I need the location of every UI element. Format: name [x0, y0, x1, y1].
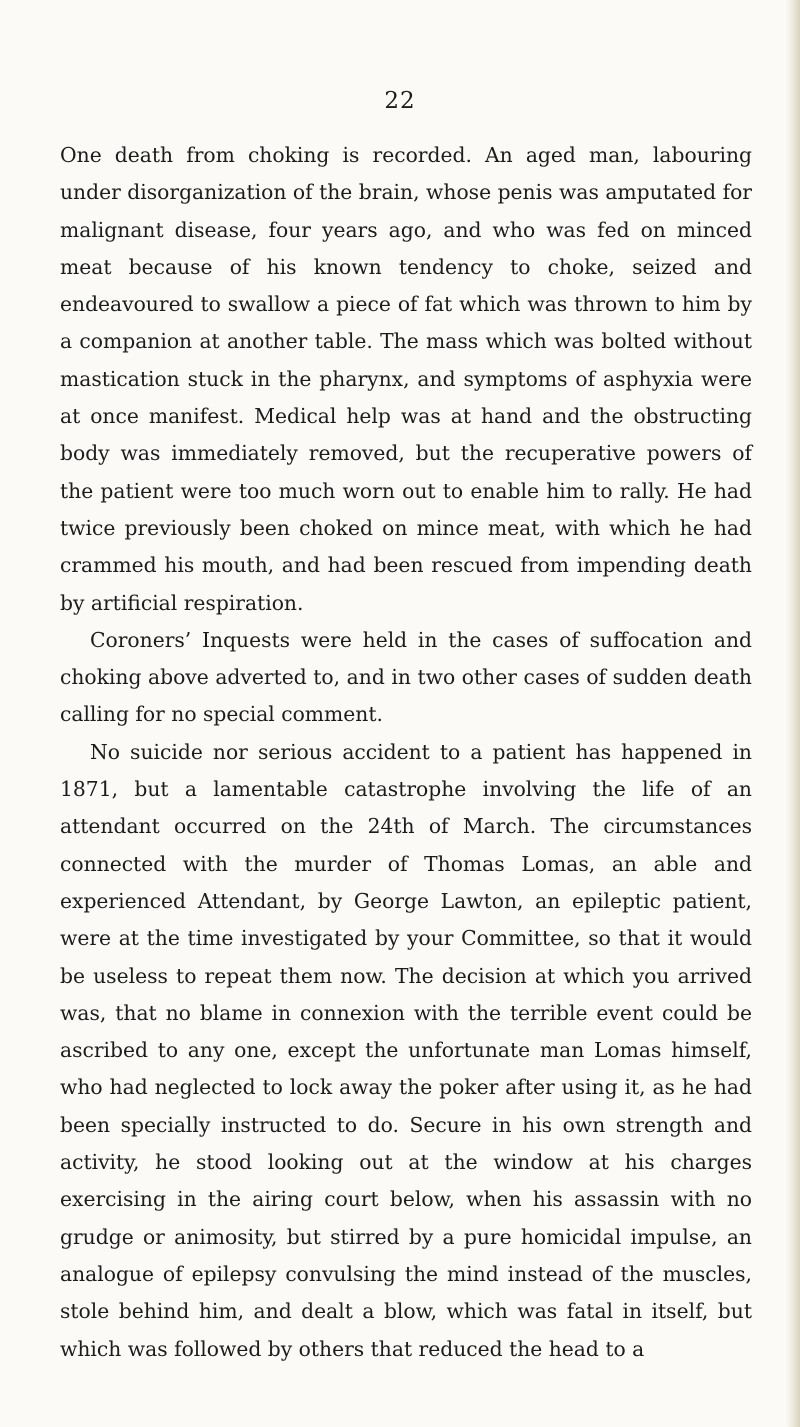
- paragraph-coroners-inquests: Coroners’ Inquests were held in the cases of suffocation and choking above adverted to, and in two other cases of sudden death calling for no special comment.: [60, 627, 752, 727]
- page-number: 22: [384, 88, 416, 114]
- paragraph-choking-death: One death from choking is recorded. An aged man, labouring under disorganization of the brain, whose penis was amputated for malignant disease, four years ago, and who was fed on minced meat because of his known tendency to choke, seized and endeavoured to swallow a piece of fat which was thrown to him by a companion at another table. The mass which was bolted without mastication stuck in the pharynx, and symptoms of asphyxia were at once manifest. Medical help was at hand and the obstructing body was immediately removed, but the recuperative powers of the patient were too much worn out to enable him to rally. He had twice previously been choked on mince meat, with which he had crammed his mouth, and had been rescued from impending death by artificial respiration.: [60, 143, 752, 615]
- page-edge-shadow: [786, 0, 800, 1427]
- paragraph-attendant-murder: No suicide nor serious accident to a patient has happened in 1871, but a lamentable catastrophe involving the life of an attendant occurred on the 24th of March. The circumstances connected with the murder of Thomas Lomas, an able and experienced Attendant, by George Lawton, an epileptic patient, were at the time investigated by your Committee, so that it would be useless to repeat them now. The decision at which you arrived was, that no blame in connexion with the terrible event could be ascribed to any one, except the unfortunate man Lomas himself, who had neglected to lock away the poker after using it, as he had been specially instructed to do. Secure in his own strength and activity, he stood looking out at the window at his charges exercising in the airing court below, when his assassin with no grudge or animosity, but stirred by a pure homicidal impulse, an analogue of epilepsy convulsing the mind instead of the muscles, stole behind him, and dealt a blow, which was fatal in itself, but which was followed by others that reduced the head to a: [60, 739, 752, 1361]
- body-text: [60, 137, 752, 1368]
